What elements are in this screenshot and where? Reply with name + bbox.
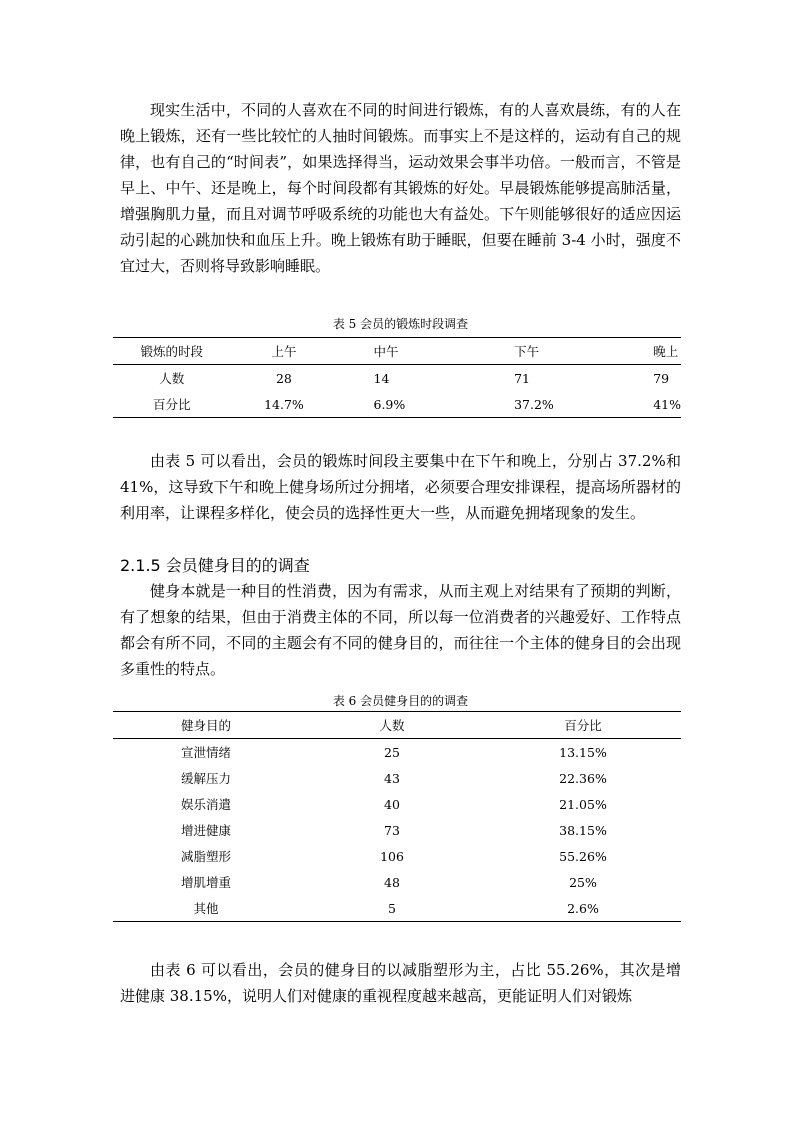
table-cell: 5 bbox=[388, 900, 396, 916]
row-label: 其他 bbox=[193, 901, 219, 916]
row-label: 增进健康 bbox=[180, 823, 231, 838]
table-cell: 37.2% bbox=[514, 396, 554, 412]
table-cell: 21.05% bbox=[559, 796, 607, 812]
paragraph-intro: 现实生活中，不同的人喜欢在不同的时间进行锻炼，有的人喜欢晨练，有的人在晚上锻炼，还有一些比较忙的人抽时间锻炼。而事实上不是这样的，运动有自己的规律，也有自己的“时间表”，如果选择得当，运动效果会事半功倍。一般而言，不管是早上、中午、还是晚上，每个时间段都有其锻炼的好处。早晨锻炼能够提高肺活量，增强胸肌力量，而且对调节呼吸系统的功能也大有益处。下午则能够很好的适应因运动引起的心跳加快和血压上升。晚上锻炼有助于睡眠，但要在睡前 3-4 小时，强度不宜过大，否则将导致影响睡眠。 bbox=[120, 101, 681, 275]
table-row bbox=[113, 791, 681, 817]
table-cell: 22.36% bbox=[559, 770, 607, 786]
table-cell: 25% bbox=[569, 874, 597, 890]
table-row bbox=[113, 739, 681, 766]
table-row bbox=[113, 869, 681, 895]
table-row bbox=[113, 765, 681, 791]
table-cell: 48 bbox=[384, 874, 400, 890]
table-row bbox=[113, 365, 681, 392]
table-cell: 40 bbox=[384, 796, 400, 812]
table-cell: 6.9% bbox=[373, 396, 406, 412]
section-heading: 2.1.5 会员健身目的的调查 bbox=[120, 556, 310, 575]
paragraph-table5-analysis: 由表 5 可以看出，会员的锻炼时间段主要集中在下午和晚上，分别占 37.2%和 41%，这导致下午和晚上健身场所过分拥堵，必须要合理安排课程，提高场所器材的利用率，让课程多样化，使会员的选择性更大一些，从而避免拥堵现象的发生。 bbox=[120, 452, 681, 522]
header-cell: 晚上 bbox=[653, 344, 679, 359]
header-cell: 百分比 bbox=[564, 718, 602, 733]
header-cell: 中午 bbox=[373, 344, 399, 359]
header-cell: 上午 bbox=[271, 344, 297, 359]
paragraph-table6-analysis: 由表 6 可以看出，会员的健身目的以减脂塑形为主，占比 55.26%，其次是增进健康 38.15%，说明人们对健康的重视程度越来越高，更能证明人们对锻炼 bbox=[120, 961, 681, 1005]
row-label: 增肌增重 bbox=[180, 875, 231, 890]
row-label: 人数 bbox=[159, 371, 185, 386]
paragraph-fitness-purpose: 健身本就是一种目的性消费，因为有需求，从而主观上对结果有了预期的判断，有了想象的结果，但由于消费主体的不同，所以每一位消费者的兴趣爱好、工作特点都会有所不同，不同的主题会有不同的健身目的，而往往一个主体的健身目的会出现多重性的特点。 bbox=[120, 582, 681, 678]
table6-caption: 表 6 会员健身目的的调查 bbox=[332, 694, 469, 708]
table-cell: 28 bbox=[275, 370, 292, 386]
table-row bbox=[113, 895, 681, 922]
row-label: 缓解压力 bbox=[180, 771, 231, 786]
table-fitness-purpose bbox=[113, 711, 681, 922]
table-row bbox=[113, 391, 681, 418]
table-exercise-time bbox=[113, 337, 681, 418]
header-cell: 锻炼的时段 bbox=[140, 344, 203, 359]
table-cell: 25 bbox=[384, 744, 400, 760]
table-cell: 43 bbox=[384, 770, 400, 786]
table-cell: 55.26% bbox=[559, 848, 607, 864]
table5-caption: 表 5 会员的锻炼时段调查 bbox=[332, 317, 469, 331]
header-cell: 健身目的 bbox=[180, 718, 231, 733]
table-cell: 38.15% bbox=[559, 822, 607, 838]
header-cell: 下午 bbox=[514, 344, 540, 359]
table-header-row bbox=[113, 712, 681, 739]
table-cell: 14.7% bbox=[264, 396, 304, 412]
table-header-row bbox=[113, 338, 681, 365]
row-label: 百分比 bbox=[152, 397, 191, 412]
table-cell: 13.15% bbox=[559, 744, 607, 760]
table-cell: 14 bbox=[373, 370, 390, 386]
row-label: 减脂塑形 bbox=[180, 849, 231, 864]
table-cell: 73 bbox=[384, 822, 400, 838]
row-label: 娱乐消遣 bbox=[180, 797, 231, 812]
table-cell: 79 bbox=[653, 370, 670, 386]
header-cell: 人数 bbox=[379, 718, 405, 733]
row-label: 宣泄情绪 bbox=[180, 745, 231, 760]
table-cell: 2.6% bbox=[567, 900, 599, 916]
table-row bbox=[113, 817, 681, 843]
table-row bbox=[113, 843, 681, 869]
table-cell: 41% bbox=[653, 396, 681, 412]
table-cell: 71 bbox=[514, 370, 530, 386]
table-cell: 106 bbox=[380, 848, 404, 864]
